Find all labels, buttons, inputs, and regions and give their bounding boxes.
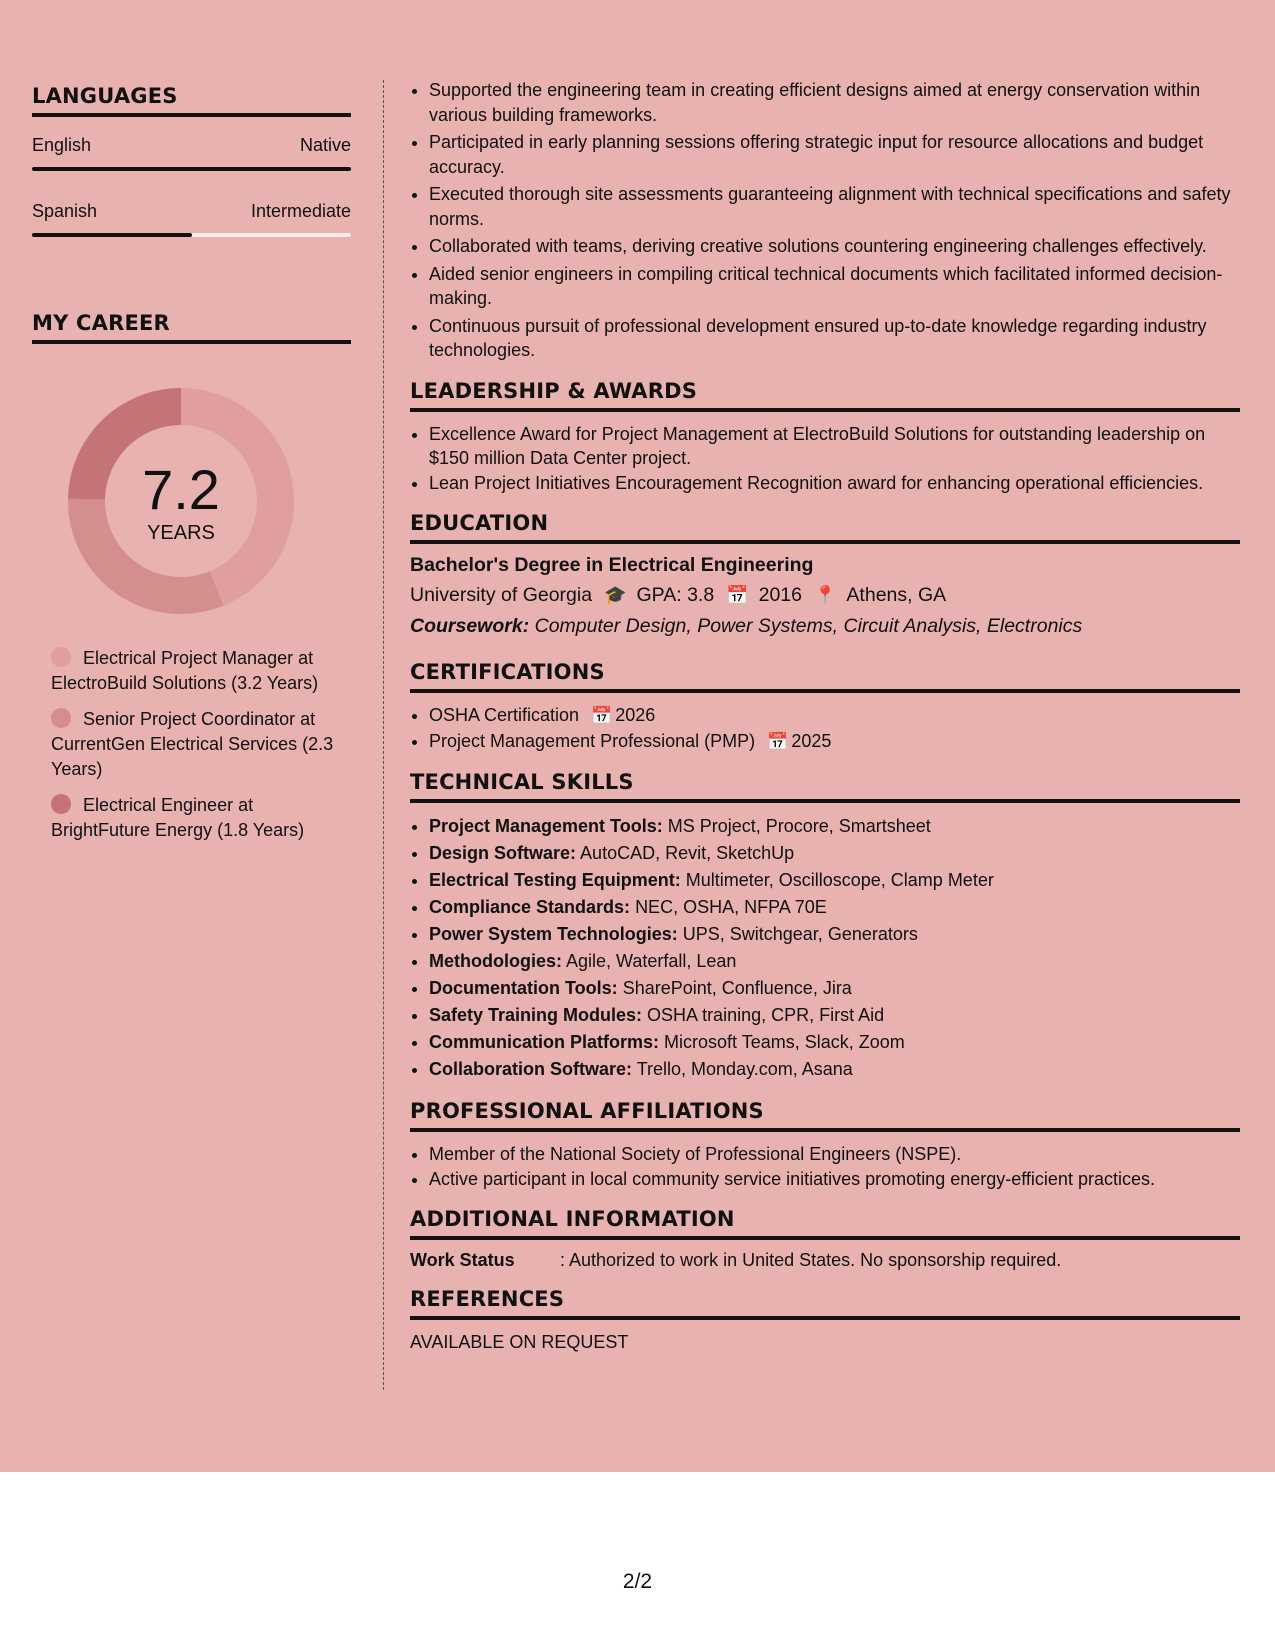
skill-label: Safety Training Modules: [429, 1005, 643, 1025]
additional-info-title: ADDITIONAL INFORMATION [410, 1207, 1240, 1240]
language-name: English [32, 135, 92, 155]
skill-value: NEC, OSHA, NFPA 70E [635, 897, 827, 917]
skill-value: Agile, Waterfall, Lean [566, 951, 737, 971]
certification-item [429, 703, 1240, 729]
certification-item [429, 729, 1240, 755]
language-proficiency-fill [32, 167, 351, 171]
skill-item [429, 1029, 1240, 1056]
graduation-cap-icon: 🎓 [604, 585, 627, 605]
affiliation-item: • Active participant in local community service initiatives promoting energy-efficient practices. [429, 1167, 1240, 1192]
coursework-value: Computer Design, Power Systems, Circuit Analysis, Electronics [534, 615, 1083, 637]
language-proficiency-bar [32, 233, 351, 237]
work-status-value: : Authorized to work in United States. No sponsorship required. [560, 1250, 1062, 1270]
career-legend-item [51, 646, 351, 696]
skill-label: Communication Platforms: [429, 1032, 660, 1052]
donut-center [66, 386, 296, 616]
affiliations-list [410, 1142, 1240, 1191]
certifications-list [410, 703, 1240, 754]
column-divider [383, 80, 384, 1390]
career-legend-item [51, 707, 351, 782]
legend-dot [51, 794, 71, 814]
map-pin-icon: 📍 [814, 585, 837, 605]
certification-year: 2025 [791, 730, 832, 751]
awards-list [410, 422, 1240, 496]
education-coursework [410, 615, 1240, 638]
language-proficiency-bar [32, 167, 351, 171]
skill-value: MS Project, Procore, Smartsheet [667, 816, 931, 836]
skill-value: UPS, Switchgear, Generators [682, 924, 918, 944]
coursework-label: Coursework: [410, 615, 530, 637]
skill-value: OSHA training, CPR, First Aid [647, 1005, 885, 1025]
language-proficiency-fill [32, 233, 192, 237]
education-location: Athens, GA [846, 584, 947, 606]
skill-label: Electrical Testing Equipment: [429, 870, 681, 890]
language-level: Native [299, 135, 351, 155]
skill-value: Multimeter, Oscilloscope, Clamp Meter [685, 870, 994, 890]
skill-label: Project Management Tools: [429, 816, 663, 836]
language-row [32, 201, 351, 222]
career-donut-chart [66, 386, 296, 616]
skill-value: SharePoint, Confluence, Jira [622, 978, 852, 998]
career-legend-item [51, 793, 351, 843]
skill-item [429, 1002, 1240, 1029]
language-row [32, 135, 351, 156]
skill-item [429, 975, 1240, 1002]
skill-item [429, 921, 1240, 948]
skill-item [429, 867, 1240, 894]
references-title: REFERENCES [410, 1287, 1240, 1320]
skill-value: AutoCAD, Revit, SketchUp [580, 843, 795, 863]
certification-name: OSHA Certification [429, 705, 580, 725]
calendar-icon: 📅 [591, 706, 613, 725]
education-gpa: GPA: 3.8 [636, 584, 715, 606]
certification-year: 2026 [615, 705, 656, 725]
languages-list [32, 135, 351, 237]
experience-bullet: • Aided senior engineers in compiling critical technical documents which facilitated informed decision-making. [429, 262, 1240, 311]
experience-bullet: • Continuous pursuit of professional development ensured up-to-date knowledge regarding industry technologies. [429, 314, 1240, 363]
skill-item [429, 894, 1240, 921]
career-title: MY CAREER [32, 311, 351, 344]
certifications-title: CERTIFICATIONS [410, 660, 1240, 693]
skill-label: Collaboration Software: [429, 1059, 633, 1079]
skill-item [429, 813, 1240, 840]
legend-dot [51, 647, 71, 667]
skill-label: Power System Technologies: [429, 924, 678, 944]
education-year: 2016 [758, 584, 802, 606]
education-details [410, 584, 1240, 607]
page-number: 2/2 [622, 1570, 653, 1593]
languages-title: LANGUAGES [32, 84, 351, 117]
skill-label: Compliance Standards: [429, 897, 631, 917]
career-legend [51, 646, 351, 843]
career-role-label: Electrical Project Manager at ElectroBuild Solutions (3.2 Years) [51, 648, 319, 693]
skill-item [429, 1056, 1240, 1083]
work-status-row [410, 1250, 1240, 1271]
skill-label: Documentation Tools: [429, 978, 618, 998]
right-column [410, 78, 1240, 1353]
award-item: • Excellence Award for Project Management at ElectroBuild Solutions for outstanding leadership on $150 million Data Center project. [429, 422, 1240, 471]
calendar-icon: 📅 [767, 731, 789, 751]
affiliation-item: • Member of the National Society of Professional Engineers (NSPE). [429, 1142, 1240, 1167]
skill-label: Methodologies: [429, 951, 562, 971]
skill-value: Trello, Monday.com, Asana [636, 1059, 853, 1079]
skill-item [429, 840, 1240, 867]
skill-item [429, 948, 1240, 975]
skill-value: Microsoft Teams, Slack, Zoom [664, 1032, 905, 1052]
language-level: Intermediate [250, 201, 351, 221]
experience-bullet: • Executed thorough site assessments guaranteeing alignment with technical specifications and safety norms. [429, 182, 1240, 231]
skills-title: TECHNICAL SKILLS [410, 770, 1240, 803]
legend-dot [51, 708, 71, 728]
language-name: Spanish [32, 201, 98, 221]
references-text: AVAILABLE ON REQUEST [410, 1332, 629, 1352]
experience-bullets [410, 78, 1240, 363]
left-column [32, 84, 351, 854]
work-status-label: Work Status [410, 1250, 515, 1270]
career-total-years: 7.2 [142, 458, 220, 521]
skills-list [410, 813, 1240, 1083]
career-role-label: Electrical Engineer at BrightFuture Energy (1.8 Years) [51, 795, 305, 840]
career-total-unit: YEARS [147, 522, 215, 544]
education-degree: Bachelor's Degree in Electrical Engineering [410, 554, 814, 576]
experience-bullet: • Supported the engineering team in creating efficient designs aimed at energy conservation within various building frameworks. [429, 78, 1240, 127]
certification-name: Project Management Professional (PMP) [429, 730, 756, 751]
awards-title: LEADERSHIP & AWARDS [410, 379, 1240, 412]
calendar-icon: 📅 [726, 585, 749, 605]
education-title: EDUCATION [410, 511, 1240, 544]
experience-bullet: • Collaborated with teams, deriving creative solutions countering engineering challenges effectively. [429, 234, 1240, 259]
career-role-label: Senior Project Coordinator at CurrentGen Electrical Services (2.3 Years) [51, 709, 334, 779]
skill-label: Design Software: [429, 843, 577, 863]
award-item: • Lean Project Initiatives Encouragement Recognition award for enhancing operational efficiencies. [429, 471, 1240, 496]
experience-bullet: • Participated in early planning sessions offering strategic input for resource allocations and budget accuracy. [429, 130, 1240, 179]
education-school: University of Georgia [410, 584, 593, 606]
affiliations-title: PROFESSIONAL AFFILIATIONS [410, 1099, 1240, 1132]
